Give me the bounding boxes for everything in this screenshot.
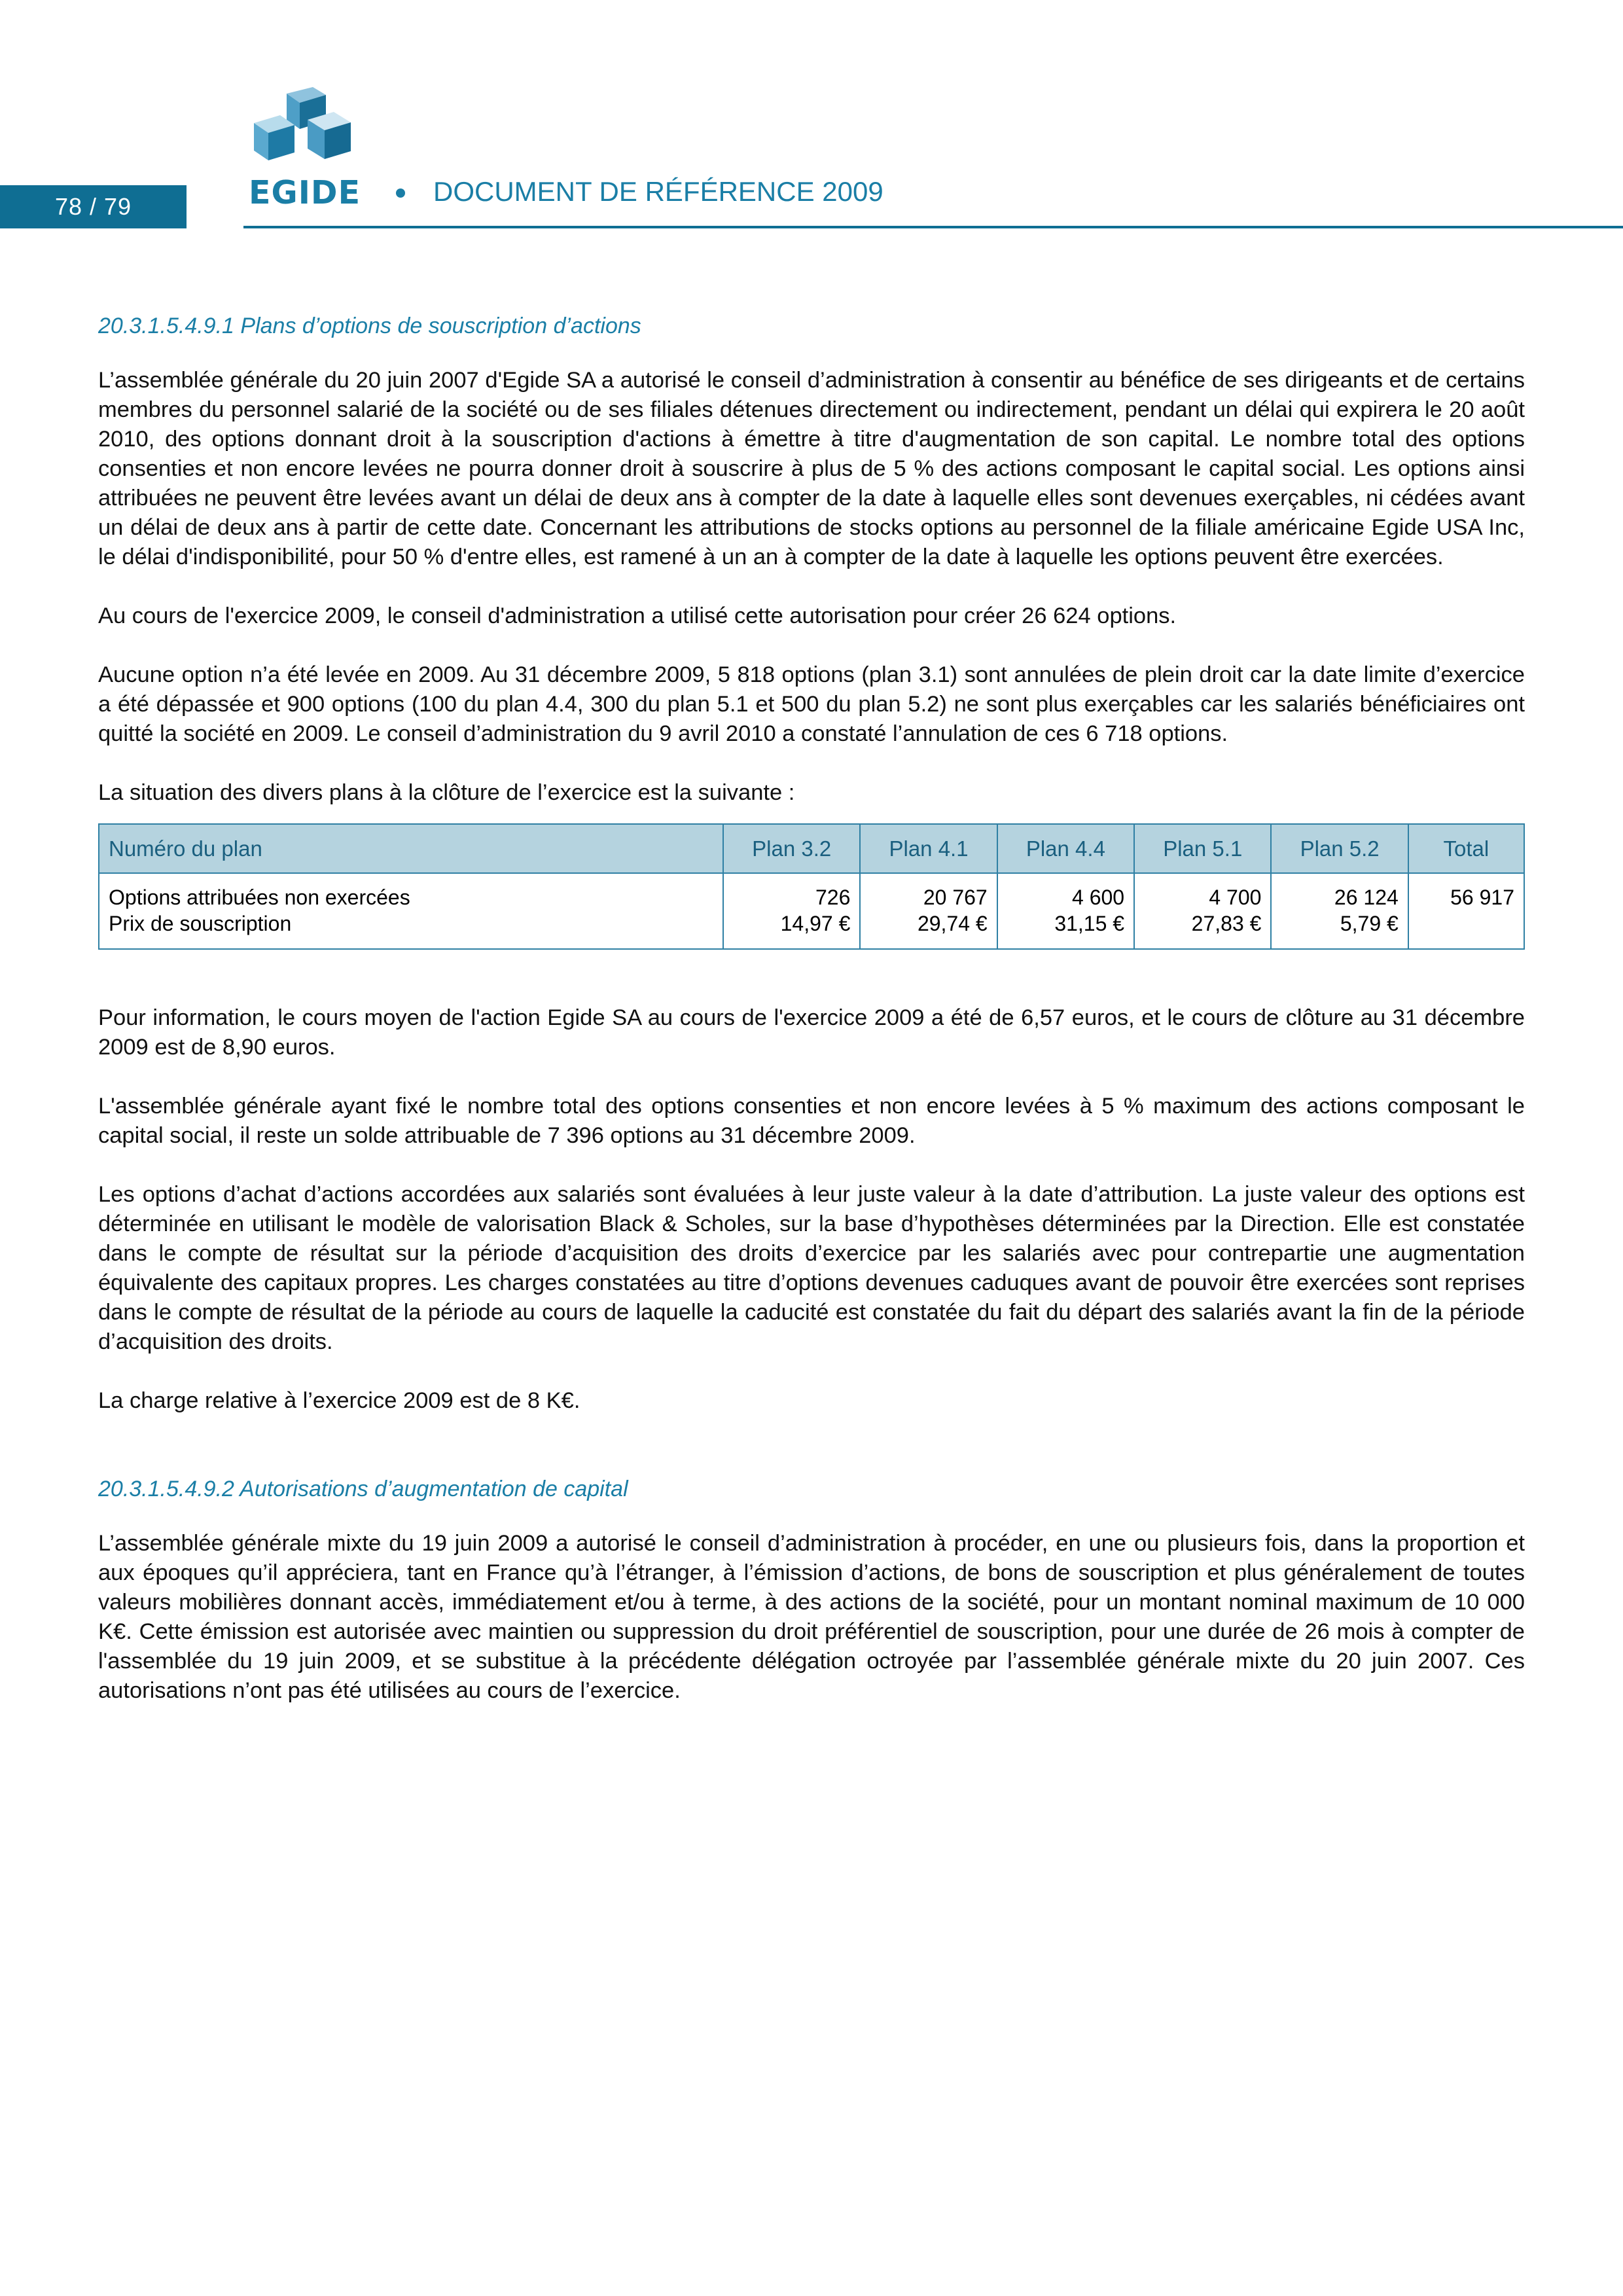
prix-value: 29,74 € — [917, 912, 988, 935]
paragraph-situation-plans: La situation des divers plans à la clôture de l’exercice est la suivante : — [98, 780, 795, 805]
options-value: 726 — [815, 886, 851, 909]
document-title: DOCUMENT DE RÉFÉRENCE 2009 — [433, 176, 883, 207]
page-counter: 78 / 79 — [0, 185, 187, 228]
table-cell-plan-5-2 — [1271, 873, 1408, 949]
prix-value: 14,97 € — [780, 912, 851, 935]
options-value: 20 767 — [923, 886, 988, 909]
prix-value: 5,79 € — [1340, 912, 1399, 935]
page-content — [98, 312, 1525, 1706]
section-heading-options-plans: 20.3.1.5.4.9.1 Plans d’options de souscription d’actions — [98, 314, 641, 338]
table-header-cell: Total — [1408, 824, 1524, 873]
paragraph-charge-2009: La charge relative à l’exercice 2009 est de 8 K€. — [98, 1388, 580, 1413]
options-value: 56 917 — [1450, 886, 1514, 909]
section-heading-augmentation-capital: 20.3.1.5.4.9.2 Autorisations d’augmentation de capital — [98, 1477, 628, 1501]
options-plans-table — [98, 823, 1525, 950]
row-label-prix: Prix de souscription — [109, 912, 292, 935]
header-bullet — [396, 188, 405, 198]
table-header-cell: Plan 4.4 — [997, 824, 1134, 873]
paragraph-cours-action: Pour information, le cours moyen de l'action Egide SA au cours de l'exercice 2009 a été de 6,57 euros, et le cours de clôture au 31 décembre 2009 est de 8,90 euros. — [98, 1005, 1525, 1060]
table-cell-plan-4-1 — [860, 873, 997, 949]
table-header-cell: Plan 4.1 — [860, 824, 997, 873]
table-row-labels — [99, 873, 723, 949]
table-cell-plan-4-4 — [997, 873, 1134, 949]
paragraph-ag-2009: L’assemblée générale mixte du 19 juin 2009 a autorisé le conseil d’administration à procéder, en une ou plusieurs fois, dans la proportion et aux époques qu’il appréciera, tant en France qu’à l’étranger, à l’émission d’actions, de bons de souscription et plus généralement de toutes valeurs mobilières donnant accès, immédiatement et/ou à terme, à des actions de la société, pour un montant nominal maximum de 10 000 K€. Cette émission est autorisée avec maintien ou suppression du droit préférentiel de souscription, pour une durée de 26 mois à compter de l'assemblée du 19 juin 2009, et se substitue à la précédente délégation octroyée par l’assemblée générale mixte du 20 juin 2007. Ces autorisations n’ont pas été utilisées au cours de l’exercice. — [98, 1531, 1525, 1703]
row-label-options: Options attribuées non exercées — [109, 886, 410, 909]
table-cell-plan-3-2 — [723, 873, 860, 949]
options-value: 26 124 — [1334, 886, 1399, 909]
paragraph-juste-valeur: Les options d’achat d’actions accordées aux salariés sont évaluées à leur juste valeur à la date d’attribution. La juste valeur des options est déterminée en utilisant le modèle de valorisation Black & Scholes, sur la base d’hypothèses déterminées par la Direction. Elle est constatée dans le compte de résultat sur la période d’acquisition des droits d’exercice par les salariés avec pour contrepartie une augmentation équivalente des capitaux propres. Les charges constatées au titre d’options devenues caduques avant de pouvoir être exercées sont reprises dans le compte de résultat de la période au cours de laquelle la caducité est constatée du fait du départ des salariés avant la fin de la période d’acquisition des droits. — [98, 1182, 1525, 1354]
table-header-row — [99, 824, 1524, 873]
prix-value: 27,83 € — [1191, 912, 1262, 935]
table-header-cell: Plan 5.1 — [1134, 824, 1271, 873]
table-row — [99, 873, 1524, 949]
table-header-cell: Numéro du plan — [99, 824, 723, 873]
paragraph-options-annulees: Aucune option n’a été levée en 2009. Au 31 décembre 2009, 5 818 options (plan 3.1) sont annulées de plein droit car la date limite d’exercice a été dépassée et 900 options (100 du plan 4.4, 300 du plan 5.1 et 500 du plan 5.2) ne sont plus exerçables car les salariés bénéficiaires ont quitté la société en 2009. Le conseil d’administration du 9 avril 2010 a constaté l’annulation de ces 6 718 options. — [98, 662, 1525, 746]
options-value: 4 700 — [1209, 886, 1262, 909]
table-header-cell: Plan 3.2 — [723, 824, 860, 873]
prix-value: 31,15 € — [1054, 912, 1125, 935]
table-cell-plan-5-1 — [1134, 873, 1271, 949]
paragraph-ag-2007: L’assemblée générale du 20 juin 2007 d'Egide SA a autorisé le conseil d’administration à consentir au bénéfice de ses dirigeants et de certains membres du personnel salarié de la société ou de ses filiales détenues directement ou indirectement, pendant un délai qui expirera le 20 août 2010, des options donnant droit à la souscription d'actions à émettre à titre d'augmentation de son capital. Le nombre total des options consenties et non encore levées ne pourra donner droit à souscrire à plus de 5 % des actions composant le capital social. Les options ainsi attribuées ne peuvent être levées avant un délai de deux ans à compter de la date à laquelle elles sont devenues exerçables, ni cédées avant un délai de deux ans à partir de cette date. Concernant les attributions de stocks options au personnel de la filiale américaine Egide USA Inc, le délai d'indisponibilité, pour 50 % d'entre elles, est ramené à un an à compter de la date à laquelle les options peuvent être exercées. — [98, 368, 1525, 569]
paragraph-solde-attribuable: L'assemblée générale ayant fixé le nombre total des options consenties et non encore levées à 5 % maximum des actions composant le capital social, il reste un solde attribuable de 7 396 options au 31 décembre 2009. — [98, 1094, 1525, 1148]
header-divider — [243, 226, 1623, 228]
table-header-cell: Plan 5.2 — [1271, 824, 1408, 873]
paragraph-exercice-2009: Au cours de l'exercice 2009, le conseil d'administration a utilisé cette autorisation pour créer 26 624 options. — [98, 603, 1177, 628]
logo-wordmark: EGIDE — [249, 174, 361, 211]
options-value: 4 600 — [1072, 886, 1125, 909]
table-cell-total — [1408, 873, 1524, 949]
